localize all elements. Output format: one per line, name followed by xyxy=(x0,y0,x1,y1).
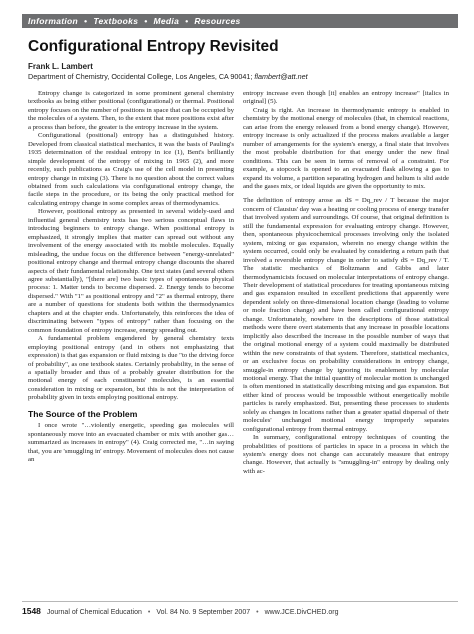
header-separator: • xyxy=(185,16,189,26)
journal-name: Journal of Chemical Education xyxy=(46,609,142,616)
body-paragraph: However, positional entropy as presented in several widely-used and influential general chemistry texts has two serious conceptual flaws in introducing beginners to entropy change. When positional entropy is emphasized, it strongly implies that matter can spread out without any involvement of the energy associated with its mobile molecules. Equally misleading, the undue focus on the difference between "energy-unrelated" positional entropy change and thermal entropy change discounts the shared aspects of their fundamental relationship. One text states (and several others agree substantially), "[there are] two basic types of spontaneous physical process: 1. Matter tends to become dispersed. 2. Energy tends to become dispersed." With "1" as positional entropy and "2" as thermal entropy, there are a number of questions for students both within the thermodynamics chapters and at the chapter ends. Unfortunately, this reinforces the idea of discriminating between "types of entropy" rather than focusing on the common foundation of entropy increase, energy spreading out. xyxy=(28,208,234,334)
footer-bullet: • xyxy=(256,609,259,616)
journal-website-link[interactable]: www.JCE.DivCHED.org xyxy=(264,609,339,616)
right-column xyxy=(243,90,449,595)
body-paragraph: The definition of entropy arose as dS = Dq_rev / T because the major concern of Clausius' day was a heating or cooling process of energy transfer that involved system and surroundings. Of course, that original definition is still the fundamental expression for evaluating entropy change. However, then, spontaneous physicochemical processes involving only the isolated system, mixing or gas expansion, wherein no energy change within the system occurred, could only be evaluated by considering a return path that involved a reversible entropy change in order to satisfy dS = Dq_rev / T. The statistic mechanics of Boltzmann and Gibbs and later thermodynamicists focused on molecular interpretations of entropy change. Their development of statistical procedures for treating spontaneous mixing and gas expansion resulted in excellent predictions that apparently were dependent solely on three-dimensional location change (leading to volume or mole fraction change) and have been called configurational entropy change. Unfortunately, nowhere in the descriptions of those statistical methods were there overt statements that any increase in possible locations implicitly also described the increase in the possible number of ways that the original motional energy of a system could maximally be distributed within the new constraints of that system. Therefore, statistical mechanics, or an exclusive focus on probability considerations in entropy change, smuggle-in entropy change by ignoring its enablement by molecular motional energy. That the initial quantity of molecular motion is unchanged is often mentioned in statistically describing mixing and gas expansion. But either kind of process would be impossible without energetically mobile particles is rarely emphasized. But, presenting these processes to students solely as changes in locations rather than a greater spatial dispersal of their molecules' unchanged motional energy improperly separates configurational entropy from thermal entropy. xyxy=(243,197,449,433)
page-number: 1548 xyxy=(22,606,41,616)
page-footer xyxy=(22,601,458,616)
body-paragraph: Entropy change is categorized in some prominent general chemistry textbooks as being either positional (configurational) or thermal. Positional entropy focuses on the number of positions in space that can be occupied by the molecules of a system. Then, to the extent that more positions exist after a process than before, the greater is the entropy increase in the system. xyxy=(28,90,234,131)
header-separator: • xyxy=(144,16,148,26)
body-paragraph: entropy increase even though [it] enables an entropy increase" [italics in original] (5). xyxy=(243,90,449,106)
author-affiliation xyxy=(28,72,448,81)
volume-issue: Vol. 84 No. 9 September 2007 xyxy=(156,609,251,616)
author-email-link[interactable]: flambert@att.net xyxy=(254,72,308,81)
section-header-bar xyxy=(22,14,458,28)
body-paragraph: A fundamental problem engendered by general chemistry texts employing positional entropy (and in others not emphasizing that expression) is that gas expansion or fluid mixing is due "to the driving force of probability", as one textbook states. Certainly probability, in the sense of a spatially broader and thus of a probably greater distribution for the motional energy of each constituents' molecules, is an essential consideration in mixing or expansion, but this is not the interpretation of probability given in texts employing positional entropy. xyxy=(28,335,234,402)
article-author: Frank L. Lambert xyxy=(28,62,93,71)
article-title: Configurational Entropy Revisited xyxy=(28,38,279,55)
header-separator: • xyxy=(84,16,88,26)
body-paragraph: In summary, configurational entropy techniques of counting the probabilities of positions of particles in space in a process in which the system's energy does not change can accurately measure that entropy change. However, that actually is "smuggling-in" entropy by dealing only with ac- xyxy=(243,434,449,475)
affiliation-text: Department of Chemistry, Occidental College, Los Angeles, CA 90041; xyxy=(28,72,253,81)
body-paragraph: Configurational (positional) entropy has a distinguished history. Developed from classical statistical mechanics, it was the basis of Pauling's 1935 determination of the residual entropy in ice (1), Bent's brilliantly simple development of the entropy of mixing in 1965 (2), and more recently, such publications as Craig's use of the cell model in presenting entropy change in mixing (3). There is no question about the correct values obtained from such calculations via configurational entropy change, the facile steps in the procedure, or its being the only practical method for calculating entropy change in some complex areas of thermodynamics. xyxy=(28,132,234,207)
header-section-media: Media xyxy=(153,16,180,26)
footer-bullet: • xyxy=(147,609,151,616)
body-paragraph: Craig is right. An increase in thermodynamic entropy is enabled in chemistry by the motional energy of molecules (that, in chemical reactions, can arise from the energy released from a bond energy change). However, entropy increase is only actualized if the process makes available a larger number of arrangements for the system's energy, a final state that involves the most probable distribution for that energy under the new final conditions. This can be seen in terms of removal of a constraint. For example, a stopcock is opened to an evacuated flask allowing a gas to expand its volume, a partition separating hydrogen and helium is slid aside and the gases mix, or ideal liquids are given the opportunity to mix. xyxy=(243,106,449,190)
body-paragraph: I once wrote "…violently energetic, speeding gas molecules will spontaneously move into an evacuated chamber or mix with another gas…summarized as increases in entropy" (4). Craig corrected me, "…in saying that, you are 'smuggling in' entropy. Movement of molecules does not cause an xyxy=(28,422,234,464)
section-heading: The Source of the Problem xyxy=(28,408,138,419)
header-section-textbooks: Textbooks xyxy=(93,16,139,26)
left-column xyxy=(28,90,234,595)
header-section-information: Information xyxy=(28,16,79,26)
header-section-resources: Resources xyxy=(194,16,241,26)
